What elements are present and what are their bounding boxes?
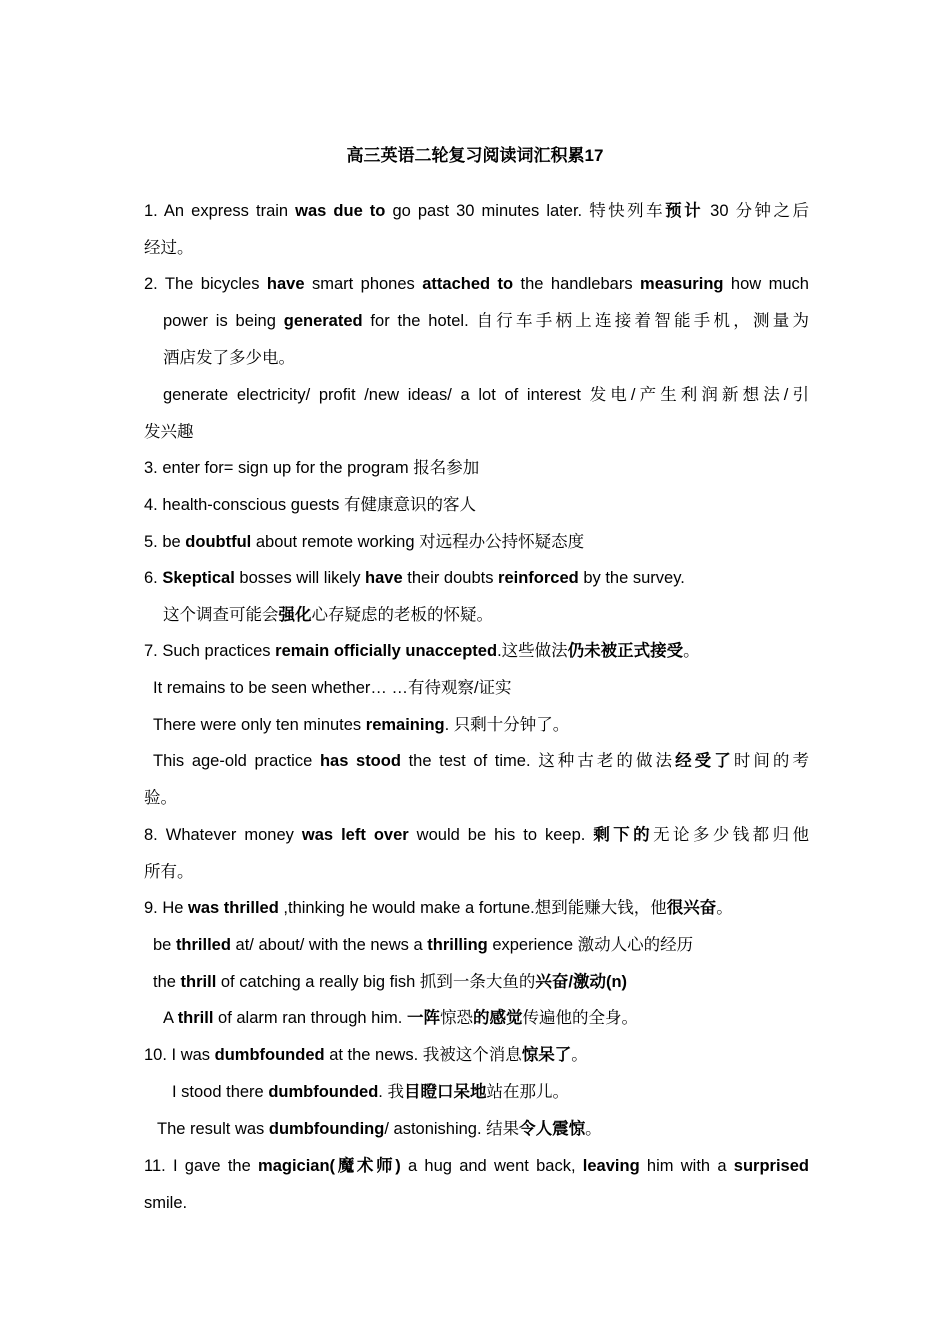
- line-2e: 发兴趣: [144, 423, 194, 441]
- line-2b: power is being generated for the hotel. 自行车手柄上连接着智能手机，测量为: [163, 312, 809, 330]
- line-11a: 11. I gave the magician(魔术师) a hug and went back, leaving him with a surprised: [144, 1157, 809, 1175]
- line-9b: be thrilled at/ about/ with the news a thrilling experience 激动人心的经历: [153, 936, 694, 954]
- line-10a: 10. I was dumbfounded at the news. 我被这个消息惊呆了。: [144, 1046, 588, 1064]
- line-4: 4. health-conscious guests 有健康意识的客人: [144, 496, 476, 514]
- document-title: 高三英语二轮复习阅读词汇积累17: [346, 146, 604, 165]
- line-11b: smile.: [144, 1194, 188, 1212]
- line-9d: A thrill of alarm ran through him. 一阵惊恐的感觉传遍他的全身。: [163, 1009, 638, 1027]
- line-1a: 1. An express train was due to go past 30 minutes later. 特快列车预计 30 分钟之后: [144, 202, 810, 220]
- line-8b: 所有。: [144, 863, 194, 881]
- line-1b: 经过。: [144, 239, 194, 257]
- line-6a: 6. Skeptical bosses will likely have their doubts reinforced by the survey.: [144, 569, 685, 587]
- line-7c: There were only ten minutes remaining. 只剩十分钟了。: [153, 716, 570, 734]
- line-10c: The result was dumbfounding/ astonishing. 结果令人震惊。: [157, 1120, 602, 1138]
- line-9a: 9. He was thrilled ,thinking he would make a fortune.想到能赚大钱，他很兴奋。: [144, 899, 733, 917]
- line-2c: 酒店发了多少电。: [163, 349, 295, 367]
- line-7e: 验。: [144, 789, 177, 807]
- line-5: 5. be doubtful about remote working 对远程办公持怀疑态度: [144, 533, 585, 551]
- line-7a: 7. Such practices remain officially unaccepted.这些做法仍未被正式接受。: [144, 642, 700, 660]
- line-9c: the thrill of catching a really big fish 抓到一条大鱼的兴奋/激动(n): [153, 973, 628, 991]
- line-2a: 2. The bicycles have smart phones attached to the handlebars measuring how much: [144, 275, 809, 293]
- line-6b: 这个调查可能会强化心存疑虑的老板的怀疑。: [163, 606, 493, 624]
- line-8a: 8. Whatever money was left over would be his to keep. 剩下的无论多少钱都归他: [144, 826, 810, 844]
- line-7b: It remains to be seen whether… …有待观察/证实: [153, 679, 512, 697]
- line-3: 3. enter for= sign up for the program 报名参加: [144, 459, 480, 477]
- line-10b: I stood there dumbfounded. 我目瞪口呆地站在那儿。: [172, 1083, 569, 1101]
- line-2d: generate electricity/ profit /new ideas/ a lot of interest 发电/产生利润新想法/引: [163, 386, 809, 404]
- line-7d: This age-old practice has stood the test of time. 这种古老的做法经受了时间的考: [153, 752, 809, 770]
